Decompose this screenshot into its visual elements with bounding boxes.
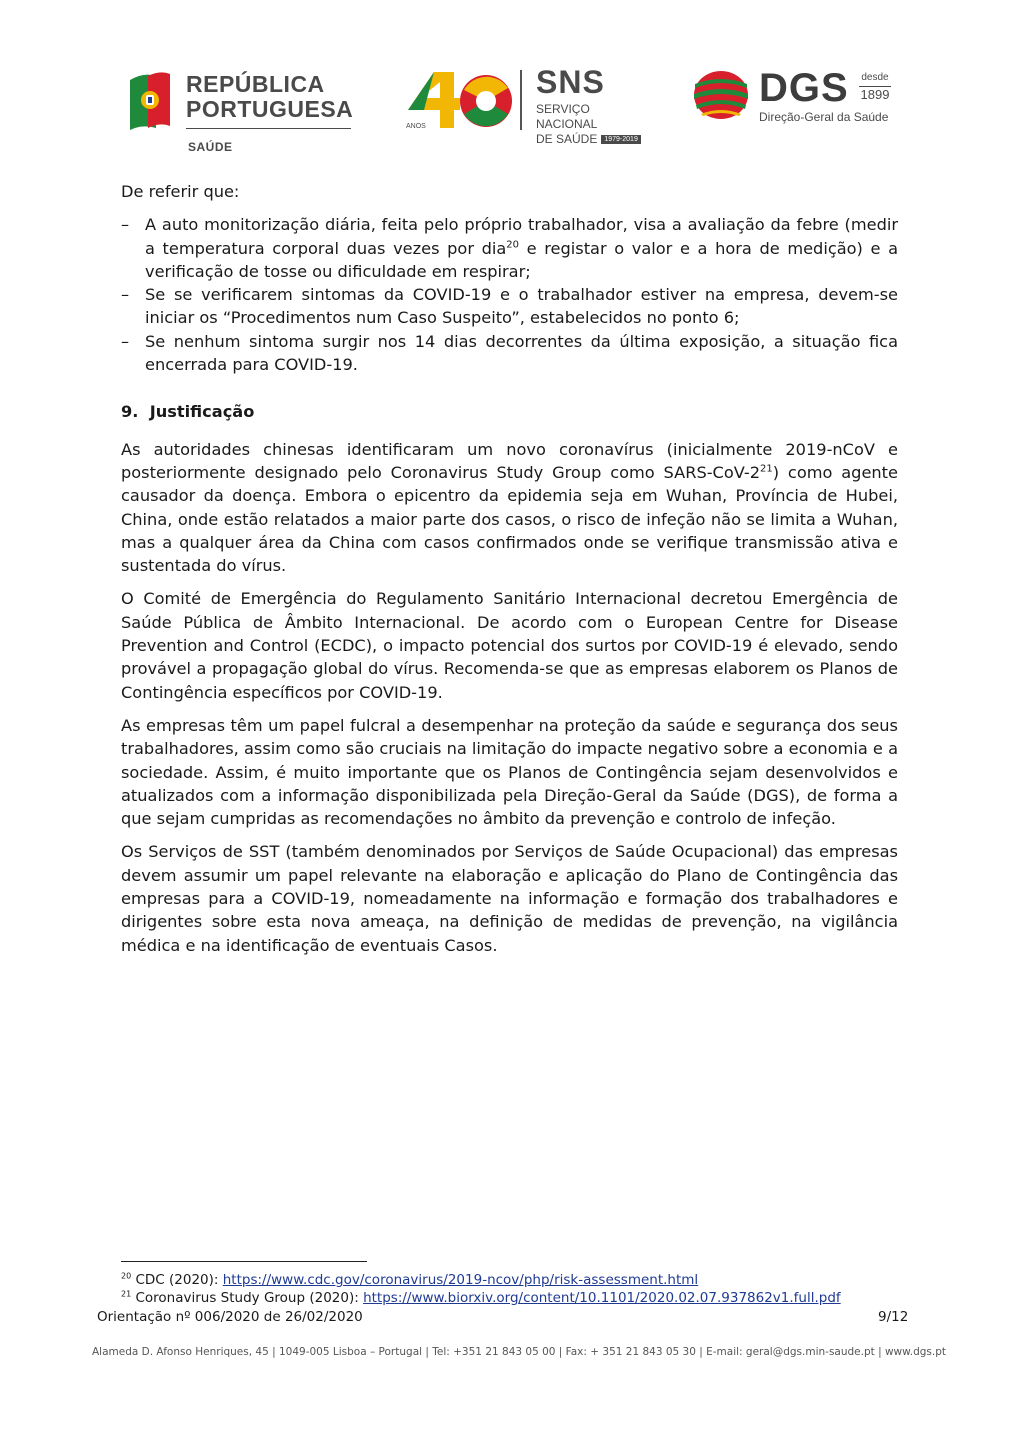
footnote-link[interactable]: https://www.cdc.gov/coronavirus/2019-ncov/php/risk-assessment.html: [222, 1272, 699, 1288]
footnote-ref-21[interactable]: 21: [760, 463, 773, 475]
svg-text:ANOS: ANOS: [406, 123, 426, 130]
footnote-link[interactable]: https://www.biorxiv.org/content/10.1101/2020.02.07.937862v1.full.pdf: [363, 1290, 841, 1306]
footnote-21: $^{21}$ Coronavirus Study Group (2020): https://www.biorxiv.org/content/10.1101/2020.02.07.937862v1.full.pdf: [121, 1289, 841, 1306]
list-item: – Se nenhum sintoma surgir nos 14 dias decorrentes da última exposição, a situação fica encerrada para COVID-19.: [121, 330, 898, 377]
dgs-globe-icon: [693, 70, 749, 120]
intro-text: De referir que:: [121, 182, 240, 201]
portugal-flag-icon: [126, 70, 172, 132]
footnote-ref-20[interactable]: 20: [506, 239, 520, 251]
saude-label: SAÚDE: [188, 140, 233, 154]
republica-portuguesa-logo: [126, 70, 366, 160]
footnote-20: $^{20}$ CDC (2020): https://www.cdc.gov/coronavirus/2019-ncov/php/risk-assessment.html: [121, 1271, 699, 1288]
dgs-year: 1899: [860, 87, 890, 102]
orientation-reference: Orientação nº 006/2020 de 26/02/2020: [97, 1309, 363, 1325]
bullet-list: [121, 213, 898, 376]
paragraph: As empresas têm um papel fulcral a desempenhar na proteção da saúde e segurança dos seus trabalhadores, assim como são cruciais na limitação do impacte negativo sobre a economia e a sociedade. Assim, é muito importante que os Planos de Contingência sejam desenvolvidos e atualizados com a informação disponibilizada pela Direção-Geral da Saúde (DGS), de forma a que sejam cumpridas as recomendações no âmbito da prevenção e controlo de infeção.: [121, 715, 898, 829]
dgs-desde: desde: [861, 72, 889, 83]
republica-portuguesa-text: REPÚBLICA PORTUGUESA: [186, 71, 354, 122]
list-item: – Se se verificarem sintomas da COVID-19 e o trabalhador estiver na empresa, devem-se iniciar os “Procedimentos num Caso Suspeito”, estabelecidos no ponto 6;: [121, 283, 898, 330]
sns-title: SNS: [536, 64, 605, 100]
logo-divider: [186, 128, 351, 129]
dgs-title: DGS: [759, 66, 849, 110]
sns-logo: [520, 64, 645, 146]
sns-40-anos-logo: [404, 70, 514, 132]
sns-years-badge: 1979-2019: [601, 135, 640, 144]
section-heading: 9. Justificação: [121, 402, 255, 422]
sns-subtitle: SERVIÇO NACIONAL DE SAÚDE 1979-2019: [536, 102, 651, 147]
dgs-subtitle: Direção-Geral da Saúde: [759, 110, 889, 124]
paragraph: Os Serviços de SST (também denominados por Serviços de Saúde Ocupacional) das empresas devem assumir um papel relevante na elaboração e aplicação do Plano de Contingência das empresas para a COVID-19, nomeadamente na informação e formação dos trabalhadores e dirigentes sobre esta nova ameaça, na definição de medidas de prevenção, na vigilância médica e na identificação de eventuais Casos.: [121, 842, 898, 955]
page-number: 9/12: [878, 1309, 909, 1325]
list-item: – A auto monitorização diária, feita pelo próprio trabalhador, visa a avaliação da febre (medir a temperatura corporal duas vezes por dia$^{20}$ e registar o valor e a hora de medição) e a verificação de tosse ou dificuldade em respirar;: [121, 213, 898, 283]
sns-divider: [520, 70, 522, 130]
footer-address: Alameda D. Afonso Henriques, 45 | 1049-005 Lisboa – Portugal | Tel: +351 21 843 05 00 | Fax: + 351 21 843 05 30 | E-mail: geral@dgs.min-saude.pt | www.dgs.pt: [92, 1346, 947, 1358]
dgs-logo: [693, 66, 903, 130]
paragraph: O Comité de Emergência do Regulamento Sanitário Internacional decretou Emergência de Saúde Pública de Âmbito Internacional. De acordo com o European Centre for Disease Prevention and Control (ECDC), o impacto potencial dos surtos por COVID-19 é elevado, sendo provável a propagação global do vírus. Recomenda-se que as empresas elaborem os Planos de Contingência específicos por COVID-19.: [121, 589, 898, 702]
footnote-divider: [121, 1261, 367, 1262]
forty-years-icon: [404, 70, 514, 132]
document-body: [121, 180, 898, 967]
paragraph: As autoridades chinesas identificaram um novo coronavírus (inicialmente 2019-nCoV e posteriormente designado pelo Coronavirus Study Group como SARS-$CoV-2^{21}$) como agente causador da doença. Embora o epicentro da epidemia seja em Wuhan, Província de Hubei, China, onde estão relatados a maior parte dos casos, o risco de infeção não se limita a Wuhan, mas a qualquer área da China com casos confirmados onde se verifique transmissão ativa e sustentada do vírus.: [121, 439, 898, 576]
